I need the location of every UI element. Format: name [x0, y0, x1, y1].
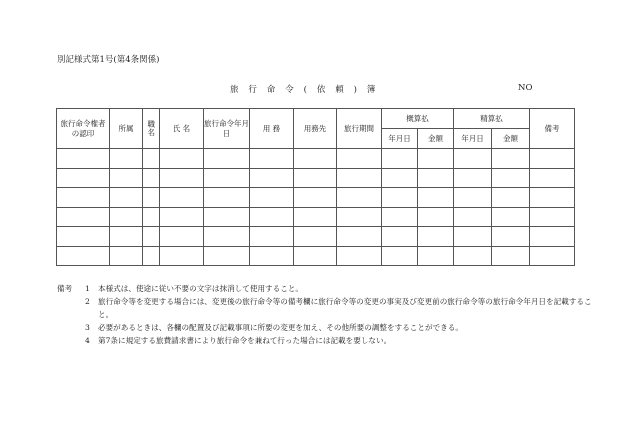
table-cell [250, 168, 294, 188]
table-cell [418, 207, 454, 227]
note-item-1 [57, 282, 597, 295]
table-cell [337, 207, 382, 227]
note-text: 本様式は、使途に従い不要の文字は抹消して使用すること。 [98, 284, 304, 293]
table-cell [294, 246, 337, 266]
table-cell [110, 168, 143, 188]
table-cell [110, 246, 143, 266]
document-title: 旅 行 命 令 ( 依 頼 ) 簿 [230, 85, 379, 95]
note-item-3 [57, 321, 597, 334]
table-cell [492, 246, 530, 266]
header-business: 用 務 [250, 109, 294, 149]
table-cell [337, 227, 382, 247]
note-text: 必要があるときは、各欄の配置及び記載事項に所要の変更を加え、その他所要の調整をすることができる。 [98, 323, 463, 332]
header-approver-seal: 旅行命令権者の認印 [57, 109, 110, 149]
table-cell [530, 246, 575, 266]
header-remarks: 備考 [530, 109, 575, 149]
note-item-4 [57, 334, 597, 347]
table-cell [382, 149, 418, 169]
table-cell [337, 246, 382, 266]
title-row [0, 83, 630, 97]
table-cell [160, 168, 204, 188]
table-cell [418, 149, 454, 169]
table-cell [160, 207, 204, 227]
table-cell [57, 168, 110, 188]
table-cell [530, 207, 575, 227]
header-destination: 用務先 [294, 109, 337, 149]
table-cell [492, 168, 530, 188]
table-cell [418, 168, 454, 188]
header-advance-date: 年月日 [382, 129, 418, 149]
table-cell [57, 246, 110, 266]
table-cell [110, 188, 143, 208]
table-cell [492, 227, 530, 247]
table-cell [492, 188, 530, 208]
table-cell [454, 227, 492, 247]
table-cell [294, 207, 337, 227]
header-advance-payment: 概算払 [382, 109, 454, 129]
header-travel-period: 旅行期間 [337, 109, 382, 149]
table-cell [250, 207, 294, 227]
table-row [57, 246, 575, 266]
table-cell [530, 227, 575, 247]
table-cell [250, 227, 294, 247]
table-cell [382, 227, 418, 247]
header-settlement-date: 年月日 [454, 129, 492, 149]
note-text: 旅行命令等を変更する場合には、変更後の旅行命令等の備考欄に旅行命令等の変更の事実及び変更前の旅行命令等の旅行命令年月日を記載すること。 [98, 297, 592, 319]
table-cell [530, 188, 575, 208]
table-cell [454, 246, 492, 266]
table-cell [204, 188, 250, 208]
table-cell [337, 168, 382, 188]
header-settlement-amount: 金額 [492, 129, 530, 149]
table-row [57, 188, 575, 208]
form-number-label: 別記様式第1号(第4条関係) [57, 55, 160, 65]
table-cell [250, 149, 294, 169]
table-cell [492, 207, 530, 227]
number-label: NO [518, 83, 533, 93]
table-cell [382, 246, 418, 266]
table-cell [294, 188, 337, 208]
table-cell [143, 227, 160, 247]
table-cell [57, 149, 110, 169]
table-cell [418, 246, 454, 266]
table-cell [160, 246, 204, 266]
table-cell [337, 149, 382, 169]
table-cell [382, 207, 418, 227]
table-cell [204, 207, 250, 227]
note-number: 3 [85, 323, 90, 332]
table-cell [294, 149, 337, 169]
note-item-2 [57, 295, 597, 321]
notes-heading: 備考 [57, 284, 73, 293]
table-cell [57, 188, 110, 208]
table-cell [110, 149, 143, 169]
header-advance-amount: 金額 [418, 129, 454, 149]
notes-section [57, 282, 597, 347]
table-cell [418, 227, 454, 247]
header-name: 氏 名 [160, 109, 204, 149]
table-cell [204, 149, 250, 169]
note-text: 第7条に規定する旅費請求書により旅行命令を兼ねて行った場合には記載を要しない。 [98, 336, 392, 345]
table-cell [143, 149, 160, 169]
table-cell [57, 227, 110, 247]
table-cell [454, 149, 492, 169]
table-cell [492, 149, 530, 169]
table-cell [530, 168, 575, 188]
header-settlement: 精算払 [454, 109, 530, 129]
header-order-date: 旅行命令年月日 [204, 109, 250, 149]
table-cell [204, 246, 250, 266]
table-cell [143, 168, 160, 188]
table-cell [250, 188, 294, 208]
table-cell [143, 188, 160, 208]
note-number: 1 [85, 284, 90, 293]
table-row [57, 149, 575, 169]
table-cell [294, 168, 337, 188]
table-cell [160, 227, 204, 247]
table-cell [143, 207, 160, 227]
header-department: 所属 [110, 109, 143, 149]
ledger-body [57, 149, 575, 266]
table-cell [110, 227, 143, 247]
table-cell [57, 207, 110, 227]
table-cell [204, 168, 250, 188]
table-cell [160, 188, 204, 208]
table-cell [294, 227, 337, 247]
table-row [57, 168, 575, 188]
table-cell [250, 246, 294, 266]
table-cell [418, 188, 454, 208]
table-cell [382, 168, 418, 188]
table-cell [454, 168, 492, 188]
table-cell [143, 246, 160, 266]
table-cell [160, 149, 204, 169]
table-cell [454, 207, 492, 227]
note-number: 2 [85, 297, 90, 306]
table-row [57, 227, 575, 247]
table-cell [530, 149, 575, 169]
travel-order-ledger-table [56, 108, 575, 266]
table-cell [454, 188, 492, 208]
table-cell [110, 207, 143, 227]
note-number: 4 [85, 336, 90, 345]
table-cell [337, 188, 382, 208]
table-row [57, 207, 575, 227]
table-cell [382, 188, 418, 208]
header-position: 職名 [143, 109, 160, 149]
table-cell [204, 227, 250, 247]
